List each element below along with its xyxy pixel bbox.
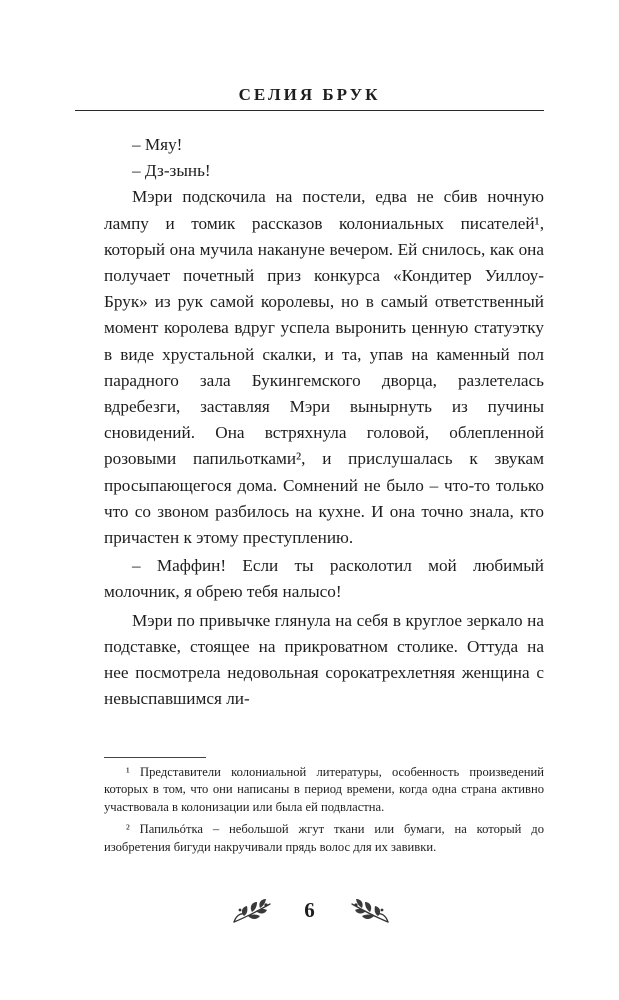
page-number: 6 xyxy=(304,898,315,922)
leaf-sprig-icon xyxy=(350,892,390,932)
header-rule xyxy=(75,110,544,111)
paragraph: – Мяу! xyxy=(132,135,183,154)
page-footer xyxy=(0,888,619,948)
footnote-rule xyxy=(104,757,206,758)
footnote: ² Папильóтка – небольшой жгут ткани или бумаги, на который до изобретения бигуди накручивали прядь волос для их завивки. xyxy=(104,822,544,854)
paragraph: Мэри по привычке глянула на себя в круглое зеркало на подставке, стоящее на прикроватном столике. Оттуда на нее посмотрела недовольная сорокатрехлетняя женщина с невыспавшимся ли- xyxy=(104,610,544,709)
footnotes xyxy=(104,764,544,861)
running-head-author: СЕЛИЯ БРУК xyxy=(238,85,381,104)
paragraph: Мэри подскочила на постели, едва не сбив ночную лампу и томик рассказов колониальных писателей¹, который она мучила накануне вечером. Ей снилось, как она получает почетный приз конкурса «Кондитер Уиллоу-Брук» из рук самой королевы, но в самый ответственный момент королева вдруг успела выронить ценную статуэтку в виде хрустальной скалки, и та, упав на каменный пол парадного зала Букингемского дворца, разлетелась вдребезги, заставляя Мэри вынырнуть из пучины сновидений. Она встряхнула головой, облепленной розовыми папильотками², и прислушалась к звукам просыпающегося дома. Сомнений не было – что-то только что со звоном разбилось на кухне. И она точно знала, кто причастен к этому преступлению. xyxy=(104,187,544,548)
paragraph: – Маффин! Если ты расколотил мой любимый молочник, я обрею тебя налысо! xyxy=(104,556,544,602)
paragraph: – Дз-зынь! xyxy=(132,161,211,181)
footnote: ¹ Представители колониальной литературы, особенность произведений которых в том, что они написаны в период времени, когда одна страна активно участвовала в колонизации или была ей подвластна. xyxy=(104,765,544,814)
main-text xyxy=(104,132,544,712)
